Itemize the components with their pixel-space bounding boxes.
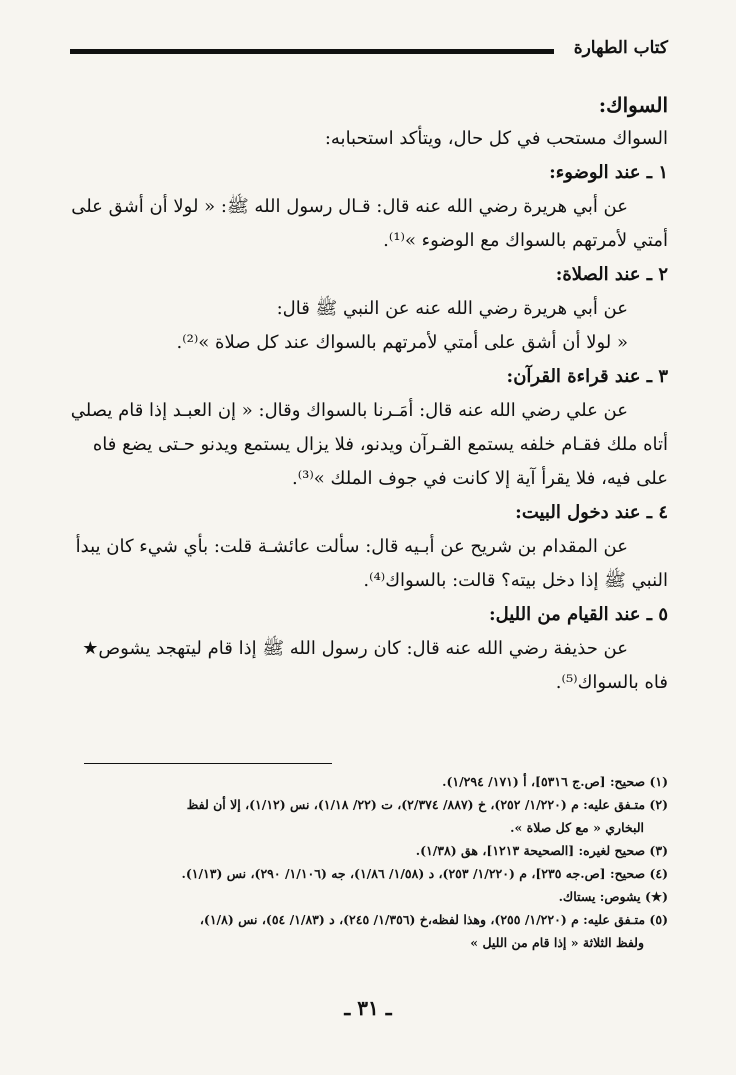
footnote: (١) صحيح: [ص.ج ٥٣١٦]، أ (١٧١/ ١/٢٩٤). [442, 774, 668, 789]
footnotes [70, 770, 668, 954]
footnote: (٢) متـفق عليه: م (١/٢٢٠/ ٢٥٢)، خ (٨٨٧/ ٢/٣٧٤)، ت (٢٢/ ١/١٨)، نس (١/١٢)، إلا أن لفظ [186, 797, 668, 812]
text-line: عن حذيفة رضي الله عنه قال: كان رسول الله ﷺ إذا قام ليتهجد يشوص★ [82, 638, 628, 659]
header-rule [70, 49, 554, 54]
page-number: ـ ٣١ ـ [344, 996, 392, 1020]
text-line: أمتي لأمرتهم بالسواك مع الوضوء »⁽¹⁾. [383, 230, 668, 251]
subheading-wudu: ١ ـ عند الوضوء: [549, 162, 668, 183]
intro-text: السواك مستحب في كل حال، ويتأكد استحبابه: [324, 128, 668, 149]
footnote-continuation: البخاري « مع كل صلاة ». [510, 820, 644, 835]
subheading-salah: ٢ ـ عند الصلاة: [555, 264, 668, 285]
footnote-rule [84, 763, 332, 764]
footnote-continuation: ولفظ الثلاثة « إذا قام من الليل » [470, 935, 644, 950]
footnote: (٥) متـفق عليه: م (١/٢٢٠/ ٢٥٥)، وهذا لفظه،خ (١/٣٥٦/ ٢٤٥)، د (١/٨٣/ ٥٤)، نس (١/٨)، [199, 912, 668, 927]
running-header [70, 38, 668, 64]
main-text [70, 88, 668, 700]
text-line: فاه بالسواك⁽⁵⁾. [555, 672, 668, 693]
book-title: كتاب الطهارة [573, 38, 668, 58]
text-line: عن علي رضي الله عنه قال: أمَـرنا بالسواك وقال: « إن العبـد إذا قام يصلي [70, 400, 628, 421]
text-line: « لولا أن أشق على أمتي لأمرتهم بالسواك عند كل صلاة »⁽²⁾. [176, 332, 628, 353]
subheading-house: ٤ ـ عند دخول البيت: [515, 502, 668, 523]
text-line: على فيه، فلا يقرأ آية إلا كانت في جوف الملك »⁽³⁾. [292, 468, 668, 489]
section-heading: السواك: [598, 93, 668, 117]
text-line: النبي ﷺ إذا دخل بيته؟ قالت: بالسواك⁽⁴⁾. [363, 570, 668, 591]
subheading-quran: ٣ ـ عند قراءة القرآن: [506, 366, 668, 387]
text-line: عن أبي هريرة رضي الله عنه عن النبي ﷺ قال: [276, 298, 628, 319]
text-line: عن المقدام بن شريح عن أبـيه قال: سألت عائشـة قلت: بأي شيء كان يبدأ [75, 536, 628, 557]
text-line: عن أبي هريرة رضي الله عنه قال: قـال رسول الله ﷺ: « لولا أن أشق على [71, 196, 628, 217]
text-line: أتاه ملك فقـام خلفه يستمع القـرآن ويدنو، فلا يزال يستمع ويدنو حـتى يضع فاه [92, 434, 668, 455]
footnote: (٤) صحيح: [ص.جه ٢٣٥]، م (١/٢٢٠/ ٢٥٣)، د (١/٥٨/ ١/٨٦)، جه (١/١٠٦/ ٢٩٠)، نس (١/١٣). [181, 866, 668, 881]
subheading-night: ٥ ـ عند القيام من الليل: [488, 604, 668, 625]
footnote: (٣) صحيح لغيره: [الصحيحة ١٢١٣]، هق (١/٣٨). [415, 843, 668, 858]
footnote: (★) يشوص: يستاك. [558, 889, 668, 904]
